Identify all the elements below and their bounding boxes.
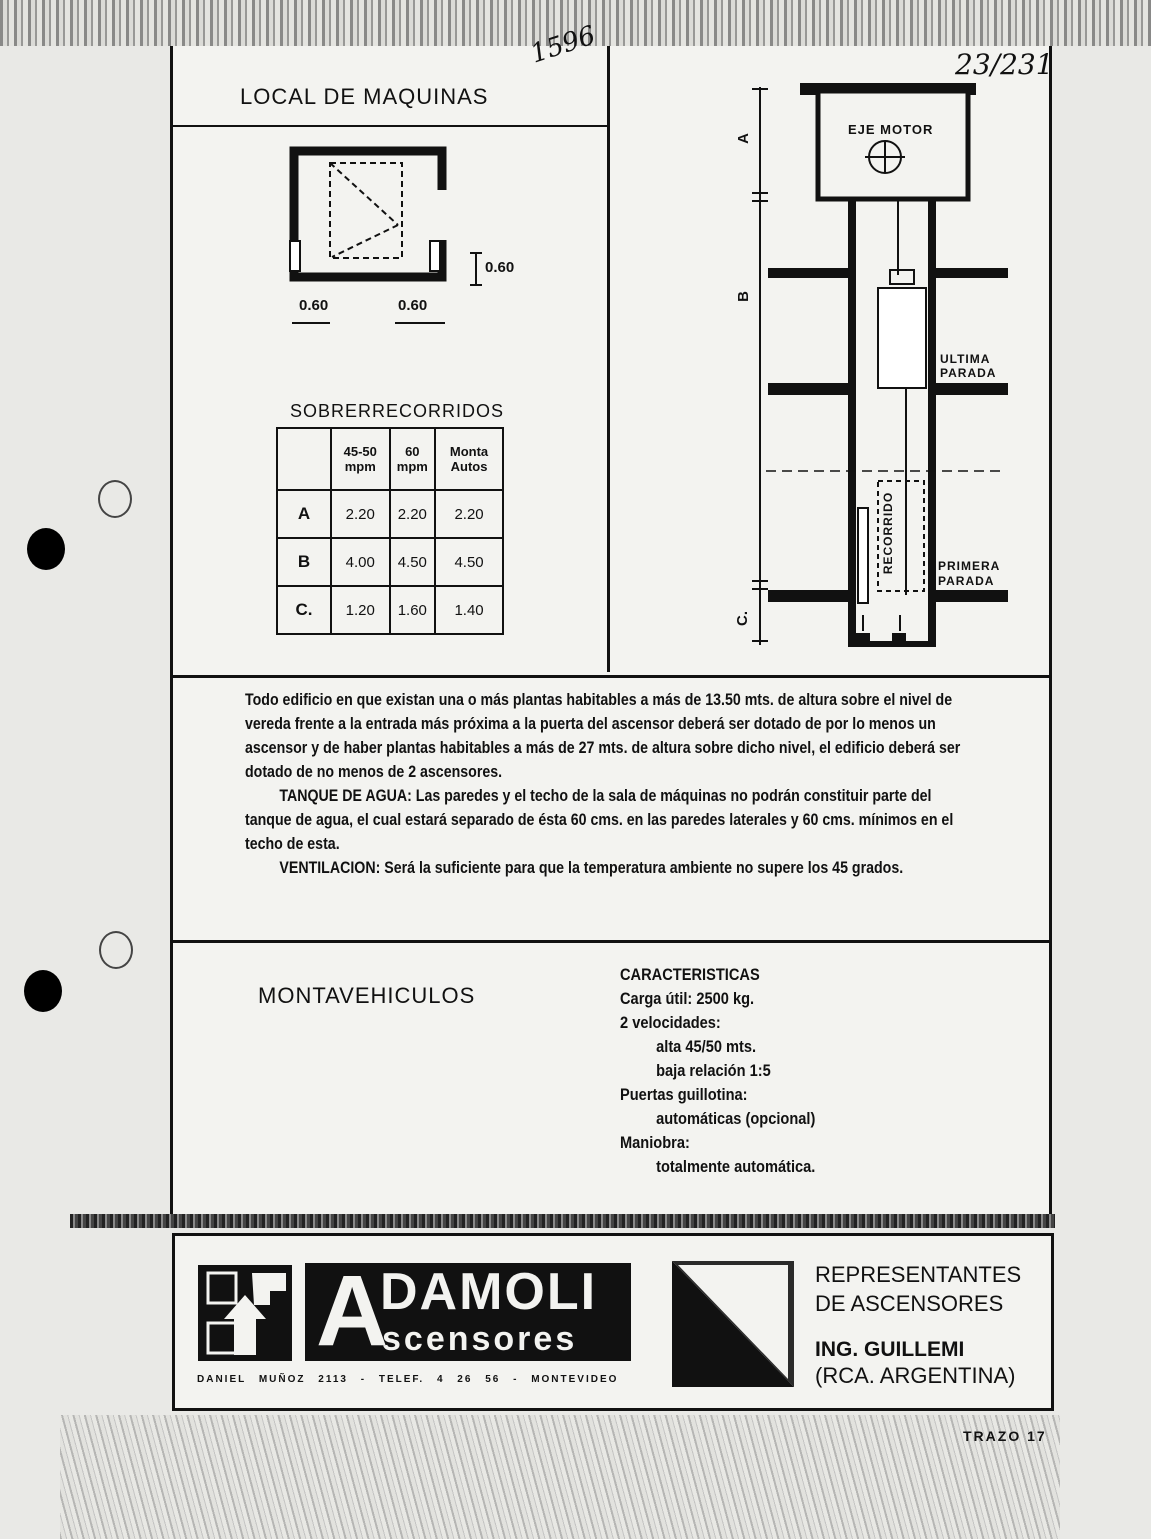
eje-motor-label: EJE MOTOR (848, 122, 934, 137)
baja: baja relación 1:5 (656, 1061, 771, 1080)
column-divider (607, 46, 610, 672)
rep-line-2: DE ASCENSORES (815, 1291, 1004, 1316)
ing-name: ING. GUILLEMI (815, 1338, 965, 1361)
paragraph-1: Todo edificio en que existan una o más plantas habitables a más de 13.50 mts. de altura sobre el nivel de vereda frente a la entrada más próxima a la puerta del ascensor deberá ser dotado de por lo menos un ascensor y de haber plantas habitables a más de 27 mts. de altura sobre dicho nivel, el edificio deberá ser dotado de no menos de 2 ascensores. (245, 691, 961, 781)
ing-block (815, 1336, 1015, 1389)
velocidades: 2 velocidades: (620, 1013, 721, 1032)
paragraph-2 (245, 784, 970, 856)
dim-right: 0.60 (485, 259, 515, 276)
table-cell: 1.40 (435, 586, 503, 634)
section-divider-2 (172, 940, 1052, 943)
row-label: A (277, 490, 331, 538)
maniobra: Maniobra: (620, 1133, 690, 1152)
handwritten-number: 1596 (526, 20, 600, 70)
section-divider-1 (172, 675, 1052, 678)
label-b: B (734, 291, 752, 302)
tanque-text: Las paredes y el techo de la sala de máquinas no podrán constituir parte del tanque de agua, el cual estará separado de ésta 60 cms. en las paredes laterales y 60 cms. mínimos en el techo de esta. (245, 787, 954, 853)
handwritten-page-ref: 23/231 (955, 48, 1054, 81)
label-c: C. (734, 611, 751, 626)
brand-letter-a: A (316, 1255, 389, 1367)
scan-noise-bottom (60, 1415, 1060, 1539)
ultima-text: ULTIMA (940, 352, 991, 366)
row-label: C. (277, 586, 331, 634)
footer-trazo: TRAZO 17 (963, 1428, 1047, 1444)
primera-parada-text: PARADA (938, 574, 995, 588)
table-header-row (277, 428, 503, 490)
ing-country: (RCA. ARGENTINA) (815, 1363, 1016, 1388)
sobrerrecorridos-table (276, 427, 504, 635)
binder-hole-1 (27, 528, 65, 570)
table-cell: 4.00 (331, 538, 390, 586)
table-cell: 1.20 (331, 586, 390, 634)
primera-text: PRIMERA (938, 559, 1001, 573)
table-row (277, 586, 503, 634)
ventilacion-heading: VENTILACION: (279, 859, 381, 877)
table-cell: 1.60 (390, 586, 436, 634)
local-title: LOCAL DE MAQUINAS (240, 84, 489, 109)
table-header: 60 mpm (390, 428, 436, 490)
ad-triangle-graphic (672, 1261, 794, 1387)
ad-address: DANIEL MUÑOZ 2113 - TELEF. 4 26 56 - MONTEVIDEO (197, 1374, 619, 1385)
binder-ring-2 (99, 931, 133, 969)
table-corner (277, 428, 331, 490)
brand-bottom: scensores (382, 1320, 578, 1358)
binder-ring-1 (98, 480, 132, 518)
dim-mid: 0.60 (398, 297, 428, 314)
section-divider-3 (70, 1214, 1055, 1228)
adamoli-logo-icon (198, 1265, 292, 1361)
rep-line-1: REPRESENTANTES (815, 1262, 1022, 1287)
ultima-parada-text: PARADA (940, 366, 997, 380)
regulation-text (245, 688, 970, 880)
label-a: A (734, 133, 752, 144)
caract-title: CARACTERISTICAS (620, 965, 760, 984)
ventilacion-text: Será la suficiente para que la temperatura ambiente no supere los 45 grados. (380, 859, 904, 877)
table-cell: 2.20 (331, 490, 390, 538)
carga: Carga útil: 2500 kg. (620, 989, 755, 1008)
montavehiculos-title: MONTAVEHICULOS (258, 983, 476, 1008)
title-divider (172, 125, 608, 127)
brand-top: DAMOLI (380, 1263, 598, 1321)
table-row (277, 490, 503, 538)
alta: alta 45/50 mts. (656, 1037, 757, 1056)
table-cell: 2.20 (390, 490, 436, 538)
sobrerrecorridos-title: SOBRERRECORRIDOS (290, 401, 505, 421)
row-label: B (277, 538, 331, 586)
table-row (277, 538, 503, 586)
binder-hole-2 (24, 970, 62, 1012)
tanque-heading: TANQUE DE AGUA: (279, 787, 412, 805)
automaticas: automáticas (opcional) (656, 1109, 816, 1128)
recorrido-label: RECORRIDO (881, 491, 896, 575)
table-cell: 4.50 (435, 538, 503, 586)
caracteristicas-block (620, 963, 815, 1179)
primera-parada-label (938, 559, 1000, 589)
paragraph-3 (245, 856, 970, 880)
puertas: Puertas guillotina: (620, 1085, 748, 1104)
table-cell: 2.20 (435, 490, 503, 538)
table-header: 45-50 mpm (331, 428, 390, 490)
ultima-parada-label (940, 352, 996, 380)
representantes (815, 1260, 1021, 1318)
table-header: Monta Autos (435, 428, 503, 490)
dim-left: 0.60 (299, 297, 329, 314)
table-cell: 4.50 (390, 538, 436, 586)
totalmente: totalmente automática. (656, 1157, 816, 1176)
